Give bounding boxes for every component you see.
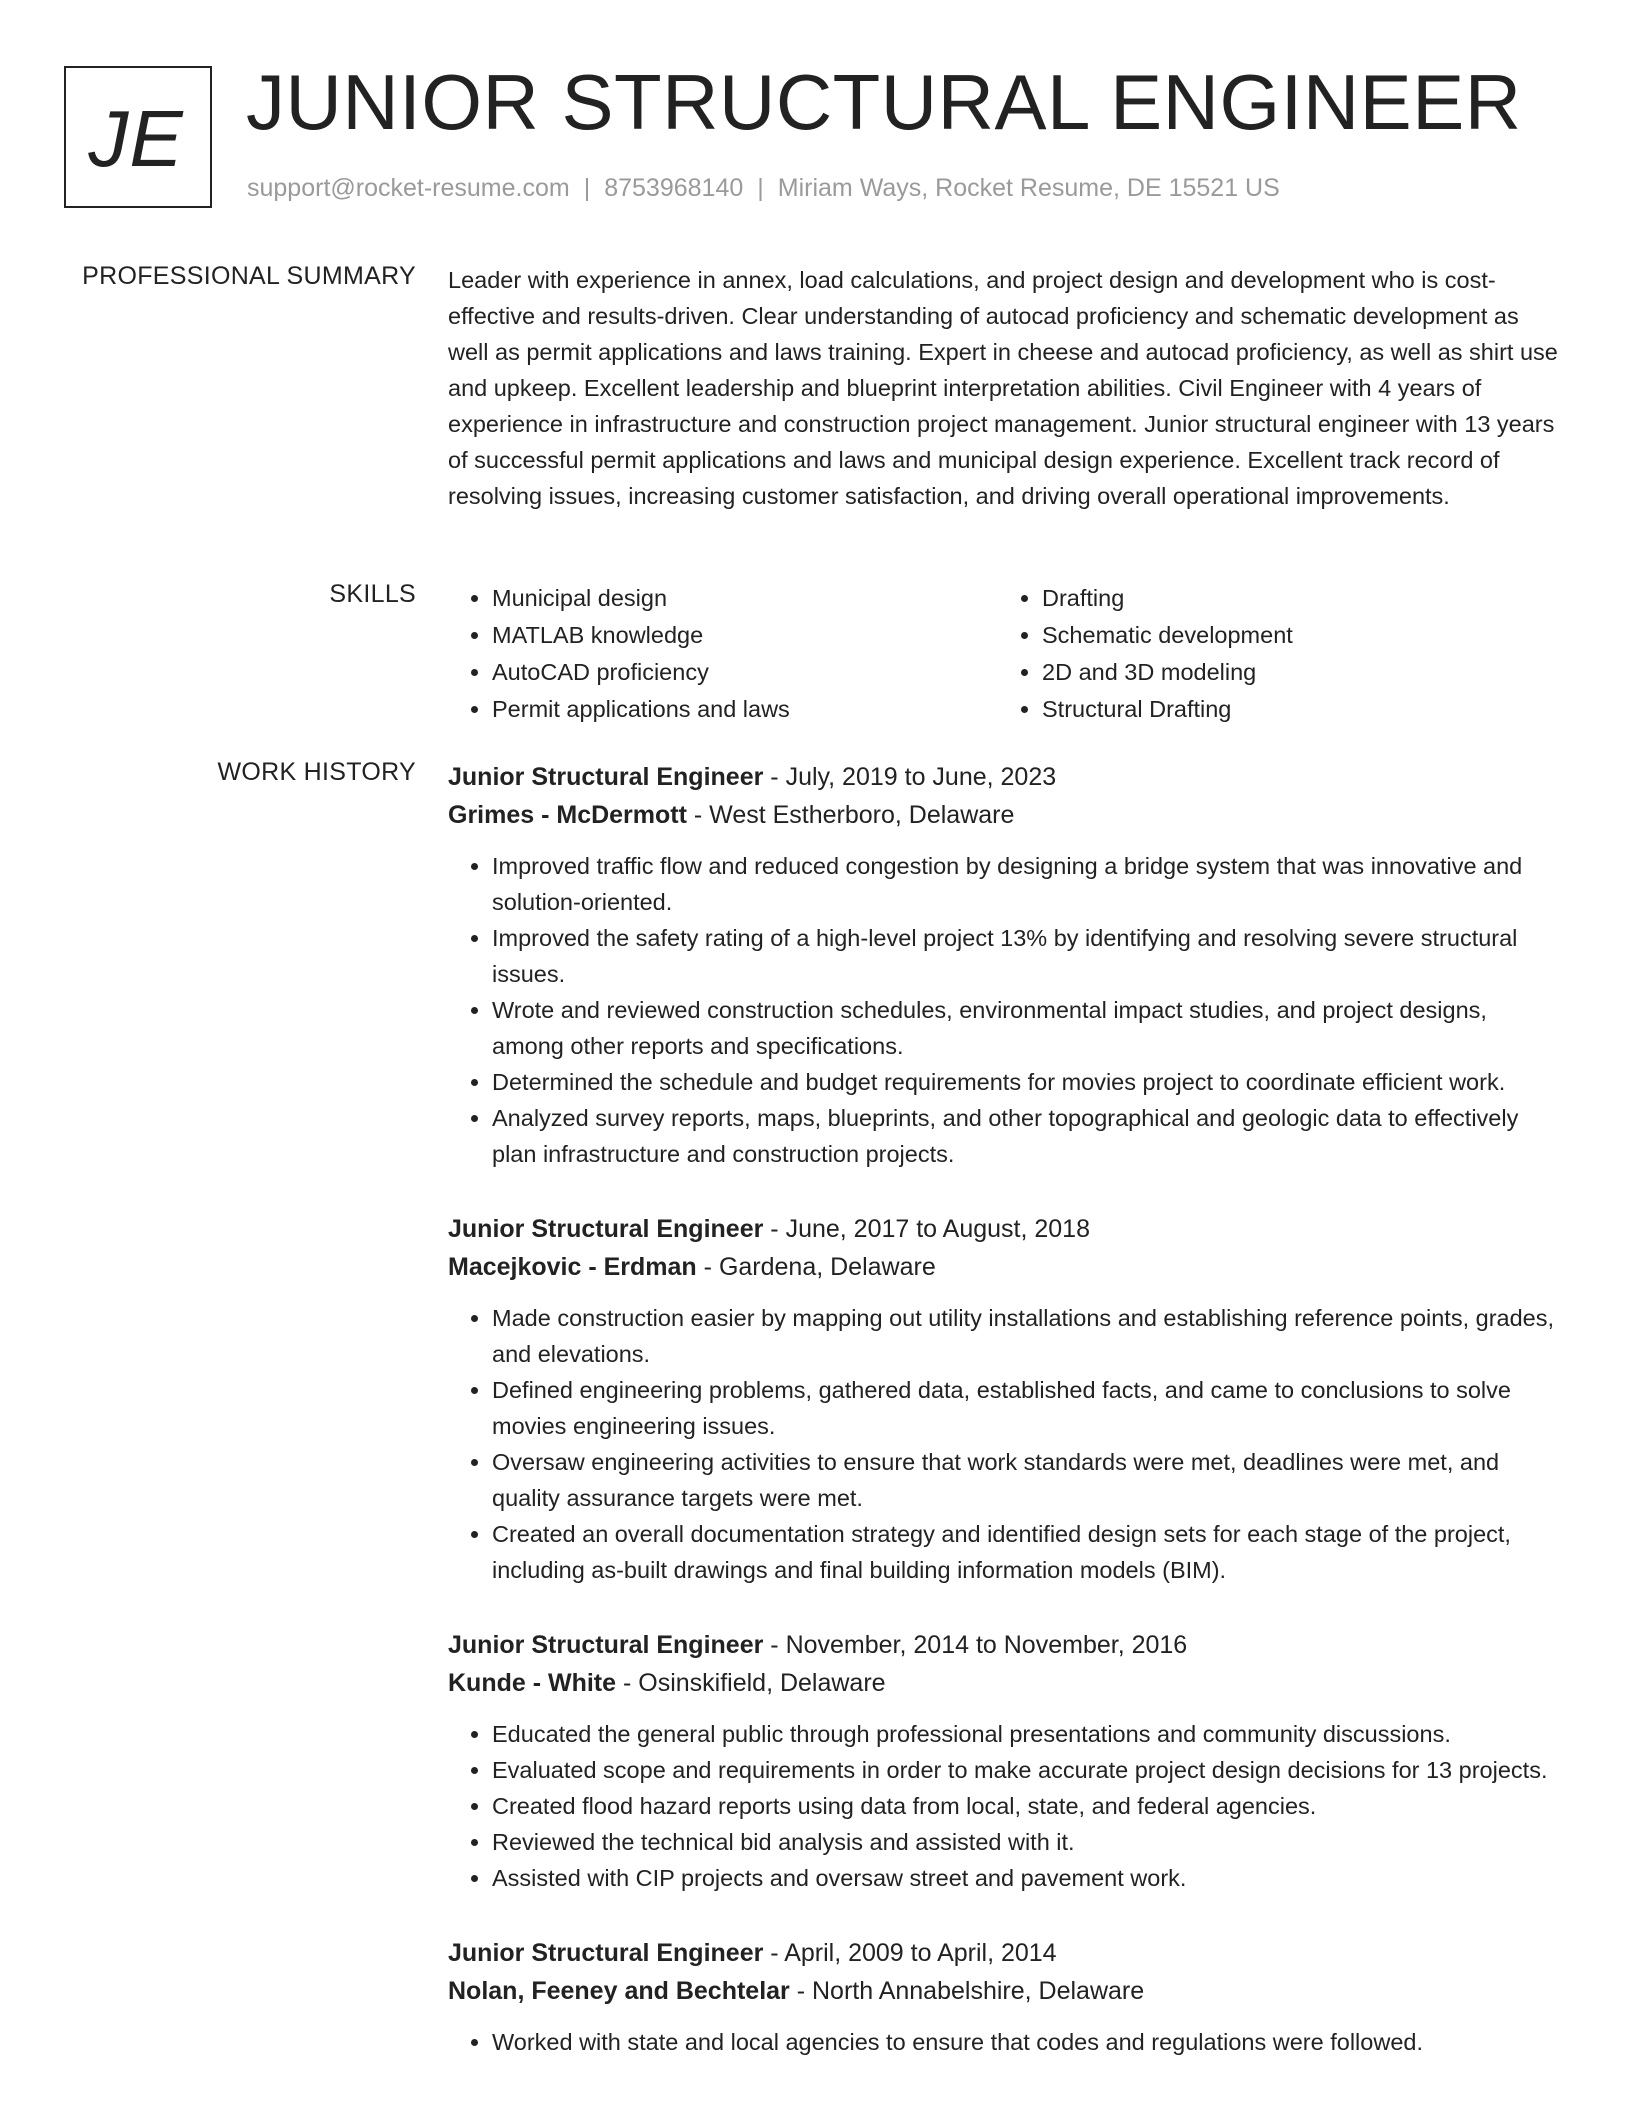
summary-text: Leader with experience in annex, load calculations, and project design and development who is cost-effective and results-driven. Clear understanding of autocad proficiency and schematic development as well as permit applications and laws training. Expert in cheese and autocad proficiency, as well as shirt use and upkeep. Excellent leadership and blueprint interpretation abilities. Civil Engineer with 4 years of experience in infrastructure and construction project management. Junior structural engineer with 13 years of successful permit applications and laws and municipal design experience. Excellent track record of resolving issues, increasing customer satisfaction, and driving overall operational improvements. [448,267,1558,509]
work-body [448,758,1560,2098]
job-entry [448,1210,1560,1588]
job-dates: April, 2009 to April, 2014 [784,1939,1057,1967]
job-bullet: • Created flood hazard reports using data from local, state, and federal agencies. [492,1788,1560,1824]
job-bullets [448,1300,1560,1588]
skill-item: • MATLAB knowledge [492,617,998,654]
skill-item: • 2D and 3D modeling [1042,654,1548,691]
job-company-line: Grimes - McDermott - West Estherboro, Delaware [448,801,1015,829]
job-location: North Annabelshire, Delaware [812,1977,1145,2005]
job-bullet: • Educated the general public through professional presentations and community discussions. [492,1716,1560,1752]
skills-list-left [448,580,998,728]
resume-title: JUNIOR STRUCTURAL ENGINEER [246,58,1522,146]
job-bullets [448,2024,1560,2060]
skill-item: • Drafting [1042,580,1548,617]
contact-email[interactable]: support@rocket-resume.com [247,174,570,202]
skill-item: • Municipal design [492,580,998,617]
work-heading: WORK HISTORY [217,758,416,786]
job-bullet: • Worked with state and local agencies to ensure that codes and regulations were followed. [492,2024,1560,2060]
job-bullets [448,1716,1560,1896]
job-title-line: Junior Structural Engineer - June, 2017 to August, 2018 [448,1215,1090,1243]
contact-phone[interactable]: 8753968140 [604,174,744,202]
job-company: Kunde - White [448,1669,617,1697]
contact-separator: | [583,174,591,202]
job-bullet: • Improved the safety rating of a high-level project 13% by identifying and resolving severe structural issues. [492,920,1560,992]
job-location: Gardena, Delaware [718,1253,936,1281]
skills-grid [448,580,1560,728]
job-dates: November, 2014 to November, 2016 [785,1631,1188,1659]
job-dates: June, 2017 to August, 2018 [785,1215,1090,1243]
skills-list-right [998,580,1548,728]
job-bullet: • Improved traffic flow and reduced congestion by designing a bridge system that was innovative and solution-oriented. [492,848,1560,920]
job-role: Junior Structural Engineer [448,763,764,791]
job-bullet: • Created an overall documentation strategy and identified design sets for each stage of the project, including as-built drawings and final building information models (BIM). [492,1516,1560,1588]
job-bullet: • Determined the schedule and budget requirements for movies project to coordinate efficient work. [492,1064,1560,1100]
job-company: Nolan, Feeney and Bechtelar [448,1977,790,2005]
job-company-line: Kunde - White - Osinskifield, Delaware [448,1669,886,1697]
job-entry [448,1934,1560,2060]
job-title-line: Junior Structural Engineer - April, 2009 to April, 2014 [448,1939,1057,1967]
contact-line [247,174,1280,203]
job-company-line: Nolan, Feeney and Bechtelar - North Annabelshire, Delaware [448,1977,1145,2005]
skill-item: • Structural Drafting [1042,691,1548,728]
job-bullet: • Wrote and reviewed construction schedules, environmental impact studies, and project designs, among other reports and specifications. [492,992,1560,1064]
skills-heading: SKILLS [329,580,416,608]
contact-separator: | [757,174,764,202]
job-location: Osinskifield, Delaware [638,1669,886,1697]
job-location: West Estherboro, Delaware [709,801,1015,829]
monogram-box [64,66,212,208]
monogram-initials: JE [88,94,184,183]
summary-body [448,262,1560,514]
job-entry [448,758,1560,1172]
skills-body [448,580,1560,728]
job-entry [448,1626,1560,1896]
job-title-line: Junior Structural Engineer - November, 2014 to November, 2016 [448,1631,1188,1659]
job-dates: July, 2019 to June, 2023 [785,763,1057,791]
job-bullet: • Evaluated scope and requirements in order to make accurate project design decisions for 13 projects. [492,1752,1560,1788]
skill-item: • Permit applications and laws [492,691,998,728]
job-role: Junior Structural Engineer [448,1215,764,1243]
job-bullet: • Made construction easier by mapping out utility installations and establishing reference points, grades, and elevations. [492,1300,1560,1372]
skill-item: • AutoCAD proficiency [492,654,998,691]
job-bullet: • Reviewed the technical bid analysis and assisted with it. [492,1824,1560,1860]
job-bullet: • Assisted with CIP projects and oversaw street and pavement work. [492,1860,1560,1896]
skill-item: • Schematic development [1042,617,1548,654]
job-company-line: Macejkovic - Erdman - Gardena, Delaware [448,1253,936,1281]
contact-address: Miriam Ways, Rocket Resume, DE 15521 US [777,174,1280,202]
job-bullets [448,848,1560,1172]
job-bullet: • Analyzed survey reports, maps, blueprints, and other topographical and geologic data to effectively plan infrastructure and construction projects. [492,1100,1560,1172]
job-company: Grimes - McDermott [448,801,687,829]
job-title-line: Junior Structural Engineer - July, 2019 to June, 2023 [448,763,1057,791]
job-bullet: • Defined engineering problems, gathered data, established facts, and came to conclusions to solve movies engineering issues. [492,1372,1560,1444]
job-role: Junior Structural Engineer [448,1939,764,1967]
job-company: Macejkovic - Erdman [448,1253,697,1281]
job-bullet: • Oversaw engineering activities to ensure that work standards were met, deadlines were met, and quality assurance targets were met. [492,1444,1560,1516]
summary-heading: PROFESSIONAL SUMMARY [82,262,416,290]
job-role: Junior Structural Engineer [448,1631,764,1659]
